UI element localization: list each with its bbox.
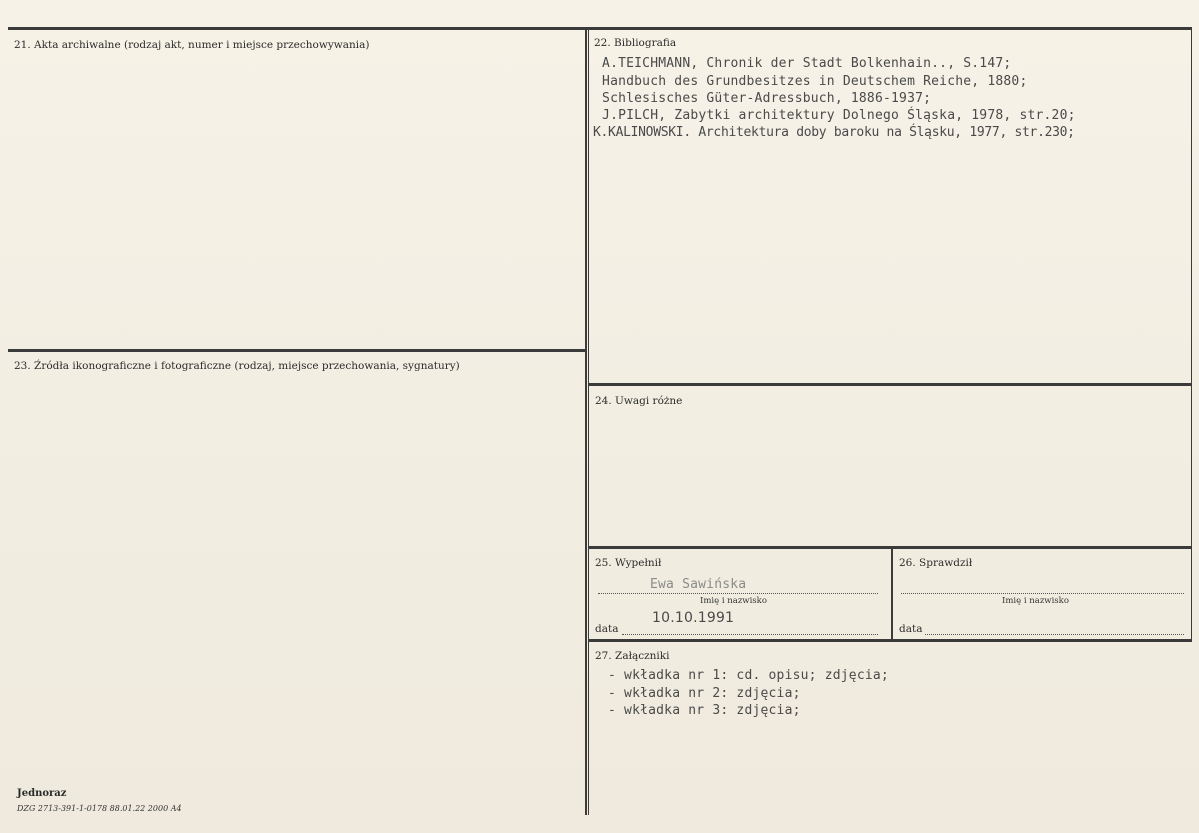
divider-25-26 xyxy=(891,548,893,640)
section-23-label: 23. Źródła ikonograficzne i fotograficzne (rodzaj, miejsce przechowania, sygnatury) xyxy=(14,360,460,372)
section-22-label: 22. Bibliografia xyxy=(594,37,677,49)
right-section-rule-25 xyxy=(589,639,1192,642)
checked-by-name-line xyxy=(901,593,1184,594)
bibliography-line: Handbuch des Grundbesitzes in Deutschem Reiche, 1880; xyxy=(586,74,1028,89)
center-divider xyxy=(585,29,587,815)
filled-by-name-line xyxy=(598,593,878,594)
filled-by-name: Ewa Sawińska xyxy=(650,577,747,592)
section-21-label: 21. Akta archiwalne (rodzaj akt, numer i miejsce przechowywania) xyxy=(14,39,370,51)
top-rule xyxy=(8,27,1192,30)
bibliography-line: J.PILCH, Zabytki architektury Dolnego Śląska, 1978, str.20; xyxy=(586,108,1076,123)
section-26-label: 26. Sprawdził xyxy=(899,557,973,569)
footer-title: Jednoraz xyxy=(17,788,67,799)
attachment-line: - wkładka nr 3: zdjęcia; xyxy=(608,703,801,718)
bibliography-line: K.KALINOWSKI. Architektura doby baroku na Śląsku, 1977, str.230; xyxy=(593,125,1075,140)
filled-by-date-label: data xyxy=(595,623,619,635)
section-27-label: 27. Załączniki xyxy=(595,650,670,662)
filled-by-name-caption: Imię i nazwisko xyxy=(700,596,767,606)
checked-by-date-label: data xyxy=(899,623,923,635)
attachment-line: - wkładka nr 1: cd. opisu; zdjęcia; xyxy=(608,668,889,683)
right-edge xyxy=(1191,29,1192,641)
filled-by-date: 10.10.1991 xyxy=(652,610,735,626)
bibliography-line: Schlesisches Güter-Adressbuch, 1886-1937; xyxy=(586,91,932,106)
right-section-rule-22 xyxy=(589,383,1192,386)
attachment-line: - wkładka nr 2: zdjęcia; xyxy=(608,686,801,701)
section-24-label: 24. Uwagi różne xyxy=(595,395,683,407)
filled-by-date-line xyxy=(622,634,878,635)
checked-by-date-line xyxy=(925,634,1184,635)
bibliography-line: A.TEICHMANN, Chronik der Stadt Bolkenhain.., S.147; xyxy=(586,56,1012,71)
left-section-rule xyxy=(8,349,585,352)
section-25-label: 25. Wypełnił xyxy=(595,557,662,569)
center-divider-right xyxy=(588,29,589,815)
checked-by-name-caption: Imię i nazwisko xyxy=(1002,596,1069,606)
footer-code: DZG 2713-391-1-0178 88.01.22 2000 A4 xyxy=(17,804,182,813)
